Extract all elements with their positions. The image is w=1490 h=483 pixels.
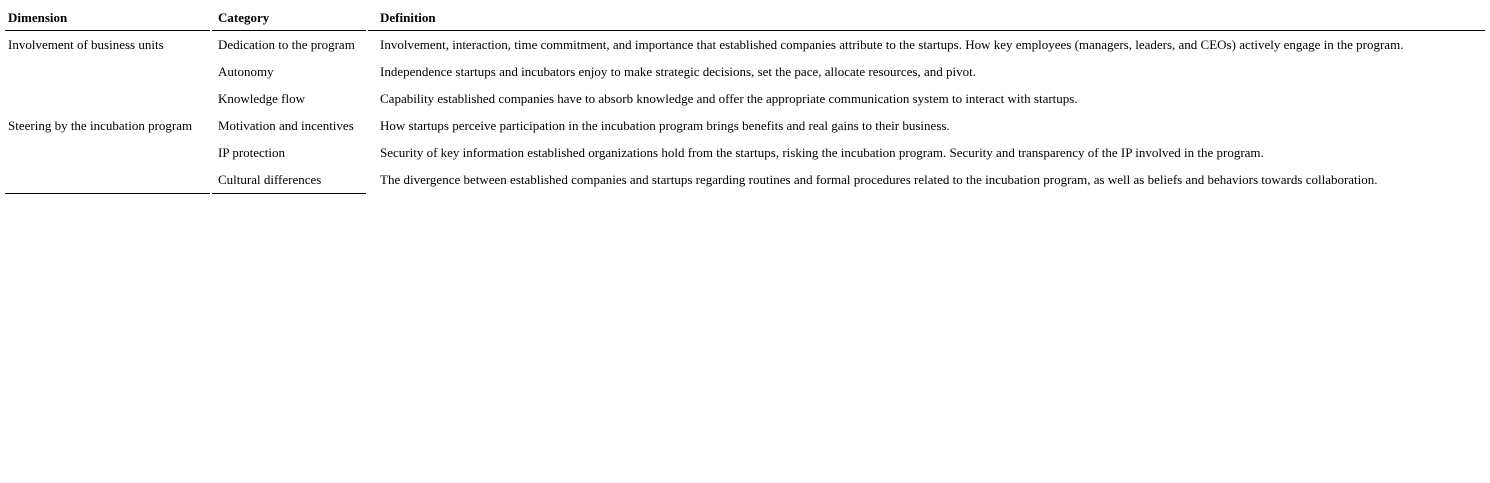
table-row — [5, 139, 1485, 166]
header-category: Category — [218, 10, 270, 25]
category-cell: IP protection — [218, 144, 286, 160]
header-definition: Definition — [380, 10, 436, 25]
category-cell: Cultural differences — [218, 171, 322, 187]
table-row — [5, 58, 1485, 85]
header-divider-category — [212, 30, 366, 31]
table-row — [5, 112, 1485, 139]
header-divider-dimension — [5, 30, 210, 31]
bottom-divider-dimension — [5, 193, 210, 194]
definition-cell: The divergence between established companies and startups regarding routines and formal procedures related to the incubation program, as well as beliefs and behaviors towards collaboration. — [380, 171, 1378, 187]
category-cell: Knowledge flow — [218, 90, 306, 106]
category-cell: Autonomy — [218, 63, 274, 79]
header-dimension: Dimension — [8, 10, 68, 25]
table-row — [5, 31, 1485, 58]
definition-cell: Security of key information established organizations hold from the startups, risking the incubation program. Security and transparency of the IP involved in the program. — [380, 144, 1264, 160]
table-row — [5, 166, 1485, 193]
table-row — [5, 85, 1485, 112]
definition-cell: Independence startups and incubators enjoy to make strategic decisions, set the pace, allocate resources, and pivot. — [380, 63, 976, 79]
category-cell: Dedication to the program — [218, 36, 355, 52]
header-divider-definition — [368, 30, 1485, 31]
dimensions-table — [5, 5, 1485, 193]
definition-cell: Capability established companies have to absorb knowledge and offer the appropriate communication system to interact with startups. — [380, 90, 1078, 106]
bottom-divider-category — [212, 193, 366, 194]
definition-cell: Involvement, interaction, time commitment, and importance that established companies attribute to the startups. How key employees (managers, leaders, and CEOs) actively engage in the program. — [380, 36, 1404, 52]
dimension-cell: Involvement of business units — [8, 36, 164, 52]
table-header-row — [5, 5, 1485, 31]
category-cell: Motivation and incentives — [218, 117, 354, 133]
dimension-cell: Steering by the incubation program — [8, 117, 193, 133]
definition-cell: How startups perceive participation in the incubation program brings benefits and real gains to their business. — [380, 117, 950, 133]
